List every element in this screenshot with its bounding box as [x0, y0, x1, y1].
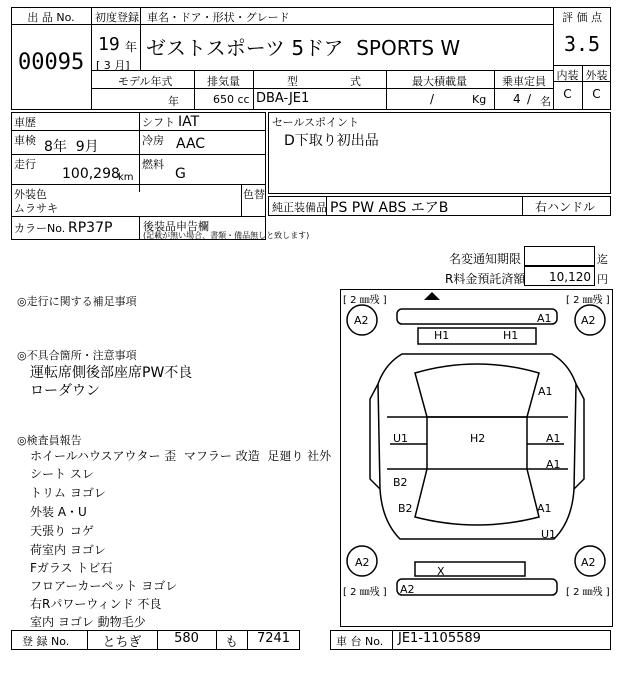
type-label-2: 式 — [350, 75, 361, 88]
mark-rear-l: B2 — [393, 476, 408, 489]
displacement: 650 cc — [213, 93, 250, 106]
notice-box — [524, 246, 595, 266]
inspector-line: シート スレ — [30, 467, 94, 481]
handle-side: 右ハンドル — [535, 200, 596, 214]
inspector-line: Fガラス トビ石 — [30, 561, 113, 575]
equipment: PS PW ABS エアB — [330, 200, 449, 216]
payload: / — [430, 92, 435, 106]
payload-unit: Kg — [472, 93, 487, 106]
tire-label: [ 2 ㎜残 ] — [343, 587, 387, 598]
capacity: 4 — [513, 92, 521, 106]
mileage-label: 走行 — [14, 158, 36, 171]
notice-label: 名変通知期限 — [449, 252, 522, 266]
interior-label: 内装 — [556, 69, 579, 82]
inspector-line: 荷室内 ヨゴレ — [30, 543, 106, 557]
registration-class: 580 — [174, 631, 199, 646]
mark-rear-bumper: A2 — [400, 583, 415, 596]
interior-grade: C — [563, 87, 572, 101]
notes-driving-title: ◎走行に関する補足事項 — [17, 295, 137, 308]
shift: IAT — [178, 114, 200, 130]
mark-fr-tire: A2 — [581, 314, 596, 327]
capacity-label: 乗車定員 — [502, 75, 546, 88]
inspection-label: 車検 — [14, 134, 36, 147]
inspector-line: 右Rパワーウィンド 不良 — [30, 597, 162, 611]
registration-number: 7241 — [256, 631, 291, 646]
car-outline — [340, 289, 613, 627]
registration-label: 登 録 No. — [22, 635, 70, 648]
registration-region: とちぎ — [102, 635, 142, 650]
mark-rear-r2: U1 — [541, 528, 557, 541]
mark-door-r2: A1 — [546, 458, 561, 471]
model-year-unit: 年 — [168, 95, 179, 108]
ac-label: 冷房 — [142, 134, 164, 147]
mileage-unit: km — [118, 172, 134, 183]
fuel-label: 燃料 — [142, 158, 164, 171]
defect-line: ローダウン — [30, 383, 100, 399]
mark-rear-x: X — [437, 565, 445, 578]
shift-label: シフト — [142, 116, 175, 129]
front-arrow — [424, 292, 440, 300]
tire-label: [ 2 ㎜残 ] — [343, 295, 387, 306]
recycle-label: R料金預託済額 — [445, 272, 526, 286]
first-reg-label: 初度登録 — [95, 11, 139, 24]
mark-roof: H2 — [470, 432, 486, 445]
defect-line: 運転席側後部座席PW不良 — [30, 365, 193, 381]
color-no-label: カラーNo. — [14, 222, 66, 235]
mark-rr-tire: A2 — [581, 556, 596, 569]
first-reg-year-unit: 年 — [125, 40, 138, 54]
model-type: DBA-JE1 — [256, 91, 310, 106]
lot-label: 出 品 No. — [27, 11, 75, 24]
payload-label: 最大積載量 — [412, 75, 467, 88]
inspector-line: 外装 A・U — [30, 505, 87, 519]
car-name-label: 車名・ドア・形状・グレード — [147, 11, 290, 24]
registration-kana: も — [224, 635, 238, 650]
mark-fl-tire: A2 — [354, 314, 369, 327]
sales-point-label: セールスポイント — [272, 116, 360, 129]
recolor-label: 色替 — [243, 188, 265, 201]
mark-h-right: H1 — [503, 329, 519, 342]
eval-score: 3.5 — [563, 32, 601, 56]
mileage: 100,298 — [62, 166, 120, 182]
aftermarket-note: (記載が無い場合、書類・備品無しと致します) — [143, 231, 310, 240]
exterior-grade: C — [592, 87, 601, 101]
notes-defects-title: ◎不具合箇所・注意事項 — [17, 349, 137, 362]
type-label: 型 — [287, 75, 298, 88]
color-no: RP37P — [68, 220, 113, 236]
equipment-label: 純正装備品 — [272, 201, 327, 214]
aftermarket-label: 後装品申告欄 — [143, 220, 209, 233]
lot-number: 00095 — [18, 50, 85, 75]
eval-label: 評 価 点 — [562, 11, 602, 24]
capacity-unit: 名 — [540, 95, 551, 108]
mark-rl-tire: A2 — [355, 556, 370, 569]
fuel: G — [175, 166, 186, 182]
first-reg-month: [ 3 月] — [96, 59, 130, 72]
exterior-label: 外装 — [585, 69, 608, 82]
mark-h-left: H1 — [434, 329, 450, 342]
tire-label: [ 2 ㎜残 ] — [566, 295, 610, 306]
inspector-line: 天張り コゲ — [30, 524, 94, 538]
chassis-label: 車 台 No. — [336, 635, 384, 648]
color: ムラサキ — [14, 202, 58, 215]
capacity-sep: / — [527, 92, 532, 106]
mark-door-r: A1 — [546, 432, 561, 445]
mark-door-l: U1 — [393, 432, 409, 445]
mark-rear-l2: B2 — [398, 502, 413, 515]
notice-unit: 迄 — [597, 253, 608, 266]
notes-inspector-title: ◎検査員報告 — [17, 434, 82, 447]
inspector-line: トリム ヨゴレ — [30, 486, 106, 500]
car-name: ゼストスポーツ 5ドア SPORTS W — [146, 36, 461, 60]
inspector-line: 室内 ヨゴレ 動物毛少 — [30, 615, 146, 629]
mark-rear-r: A1 — [537, 502, 552, 515]
mark-front-bumper: A1 — [537, 312, 552, 325]
inspector-line: フロアーカーペット ヨゴレ — [30, 579, 178, 593]
ac: AAC — [176, 136, 206, 152]
inspector-line: ホイールハウスアウター 歪 マフラー 改造 足廻り 社外 — [30, 449, 332, 463]
inspection: 8年 9月 — [44, 139, 99, 155]
history-label: 車歴 — [14, 116, 36, 129]
tire-label: [ 2 ㎜残 ] — [566, 587, 610, 598]
color-label: 外装色 — [14, 188, 47, 201]
recycle-fee: 10,120 — [549, 270, 591, 284]
chassis-number: JE1-1105589 — [398, 631, 481, 646]
sales-point: D下取り初出品 — [284, 133, 379, 149]
model-year-label: モデル年式 — [118, 75, 173, 88]
recycle-unit: 円 — [597, 273, 608, 286]
mark-front-fender-r: A1 — [538, 385, 553, 398]
first-reg-year: 19 — [98, 34, 120, 55]
displacement-label: 排気量 — [207, 75, 240, 88]
